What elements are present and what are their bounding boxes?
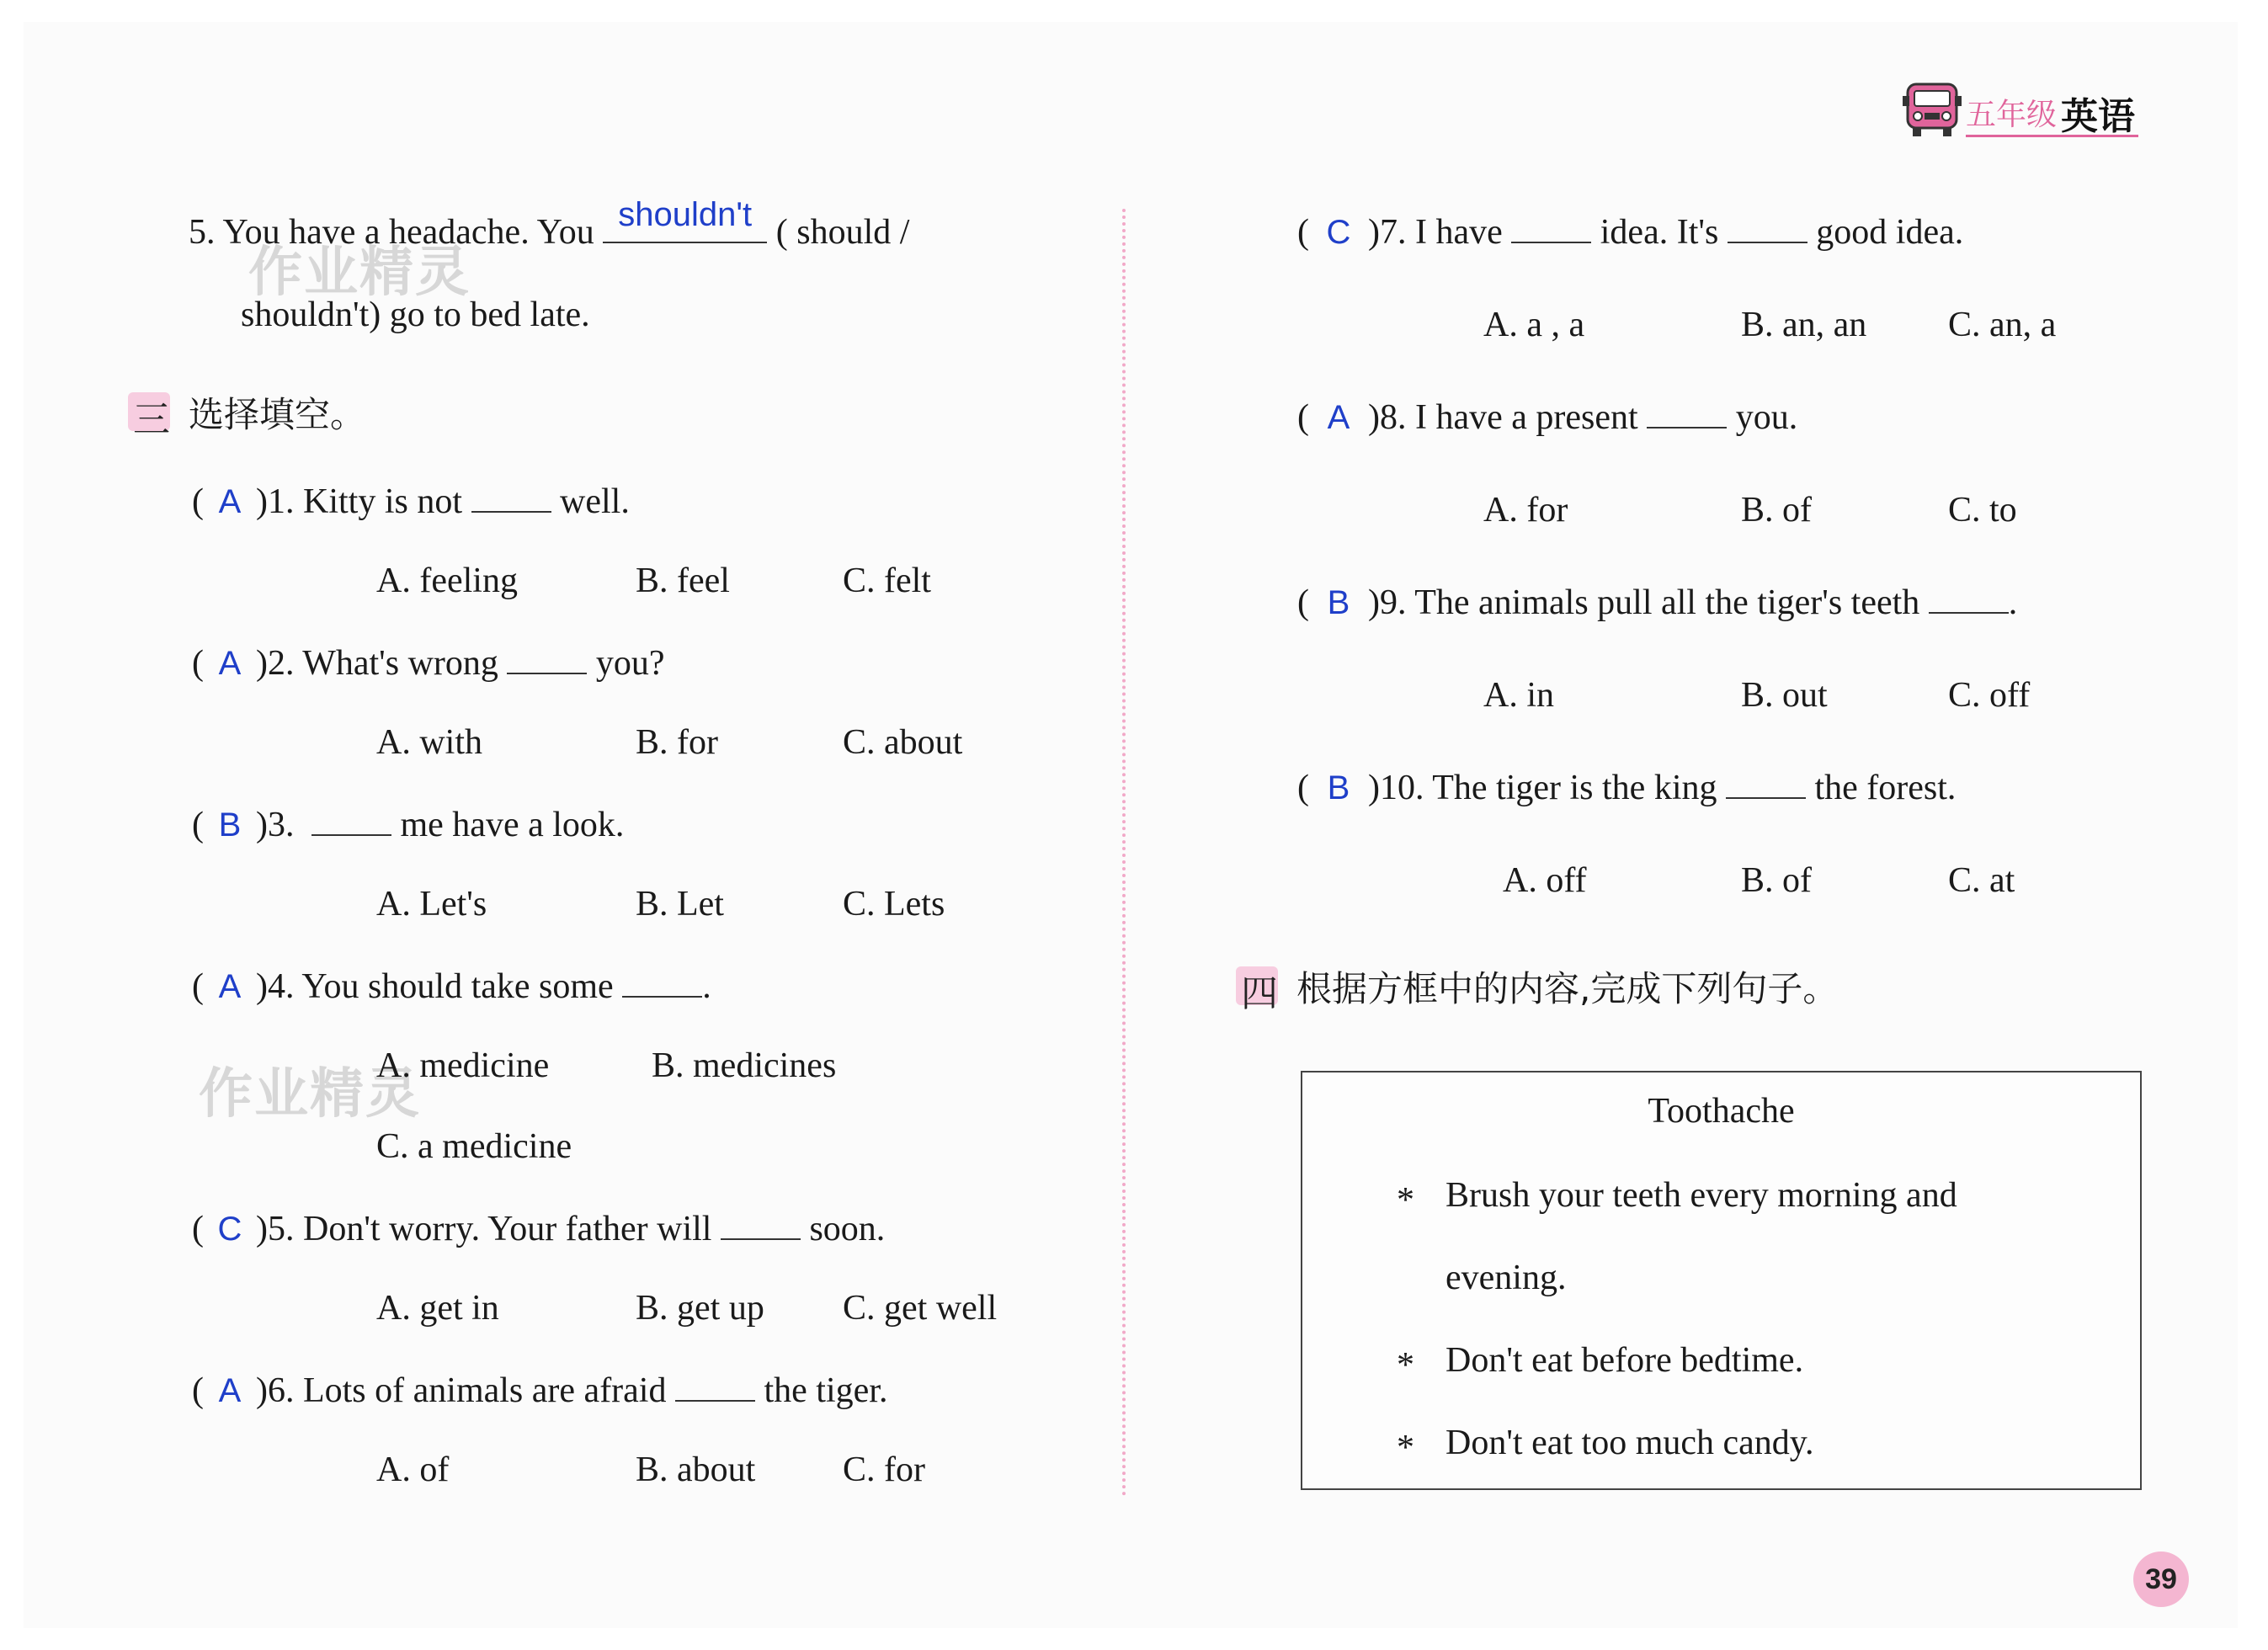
answer-letter: B (1327, 769, 1350, 806)
answer-letter: B (1327, 584, 1350, 621)
section-title: 选择填空。 (189, 394, 366, 435)
question-7: ( C )7. I have idea. It's good idea. (1297, 213, 1964, 252)
box-title: Toothache (1648, 1092, 1795, 1131)
tips-box (1301, 1071, 2142, 1490)
option-a: A. medicine (376, 1046, 550, 1085)
bullet-icon: * (1397, 1181, 1414, 1220)
section-badge: 三 (128, 392, 170, 431)
section-title: 根据方框中的内容,完成下列句子。 (1296, 968, 1839, 1009)
option-a: A. get in (376, 1289, 499, 1328)
option-a: A. a , a (1483, 306, 1585, 344)
option-b: B. medicines (652, 1046, 837, 1085)
option-b: B. of (1741, 491, 1812, 530)
option-c: C. about (843, 723, 963, 762)
answer-letter: A (218, 1372, 242, 1409)
bus-icon (1901, 79, 1963, 140)
watermark: 作业精灵 (199, 1063, 421, 1126)
page-number: 39 (2133, 1552, 2189, 1607)
header-subject: 英语 (2061, 95, 2135, 138)
option-b: B. Let (636, 885, 724, 923)
handwritten-answer: shouldn't (618, 196, 753, 233)
answer-letter: A (218, 483, 242, 520)
answer-letter: A (1327, 399, 1350, 436)
box-item: Brush your teeth every morning and (1445, 1176, 1957, 1215)
option-b: B. for (636, 723, 718, 762)
option-a: A. of (376, 1450, 450, 1489)
option-c: C. for (843, 1450, 925, 1489)
option-c: C. felt (843, 562, 931, 600)
option-c: C. an, a (1948, 306, 2057, 344)
option-a: A. in (1483, 676, 1554, 715)
question-2: ( A )2. What's wrong you? (192, 644, 665, 683)
answer-blank (603, 196, 767, 243)
bullet-icon: * (1397, 1429, 1414, 1467)
question-4: ( A )4. You should take some . (192, 967, 711, 1006)
answer-letter: A (218, 645, 242, 682)
header-grade: 五年级 (1966, 98, 2058, 132)
question-6: ( A )6. Lots of animals are afraid the tiger. (192, 1371, 888, 1410)
box-item: Don't eat too much candy. (1445, 1424, 1814, 1462)
answer-letter: C (1326, 214, 1351, 251)
option-a: A. Let's (376, 885, 487, 923)
answer-letter: B (218, 806, 242, 844)
option-b: B. out (1741, 676, 1828, 715)
question-5: ( C )5. Don't worry. Your father will soon. (192, 1210, 886, 1248)
q5-prev-line1 (189, 196, 910, 253)
option-c: C. a medicine (376, 1127, 572, 1166)
option-c: C. at (1948, 861, 2015, 900)
q5-prev-choice: ( should / (775, 213, 910, 252)
option-c: C. off (1948, 676, 2031, 715)
question-1: ( A )1. Kitty is not well. (192, 482, 630, 521)
option-a: A. for (1483, 491, 1568, 530)
option-c: C. to (1948, 491, 2017, 530)
question-9: ( B )9. The animals pull all the tiger's teeth . (1297, 583, 2018, 622)
q5-prev-line2: shouldn't) go to bed late. (241, 295, 590, 334)
question-8: ( A )8. I have a present you. (1297, 398, 1798, 437)
bullet-icon: * (1397, 1346, 1414, 1385)
watermark: 作业精灵 (248, 242, 471, 304)
option-c: C. Lets (843, 885, 945, 923)
option-b: B. get up (636, 1289, 764, 1328)
box-item: evening. (1445, 1259, 1567, 1297)
answer-letter: C (217, 1211, 242, 1248)
header-underline (1966, 135, 2138, 137)
center-divider (1122, 209, 1126, 1497)
option-b: B. feel (636, 562, 730, 600)
option-a: A. feeling (376, 562, 518, 600)
option-a: A. off (1503, 861, 1587, 900)
question-10: ( B )10. The tiger is the king the forest. (1297, 769, 1957, 807)
option-b: B. of (1741, 861, 1812, 900)
option-b: B. an, an (1741, 306, 1867, 344)
question-3: ( B )3. me have a look. (192, 806, 625, 844)
section-badge: 四 (1236, 966, 1278, 1005)
box-item: Don't eat before bedtime. (1445, 1341, 1804, 1380)
option-b: B. about (636, 1450, 756, 1489)
q5-prev-text: 5. You have a headache. You (189, 213, 594, 252)
option-a: A. with (376, 723, 482, 762)
answer-letter: A (218, 968, 242, 1005)
option-c: C. get well (843, 1289, 998, 1328)
